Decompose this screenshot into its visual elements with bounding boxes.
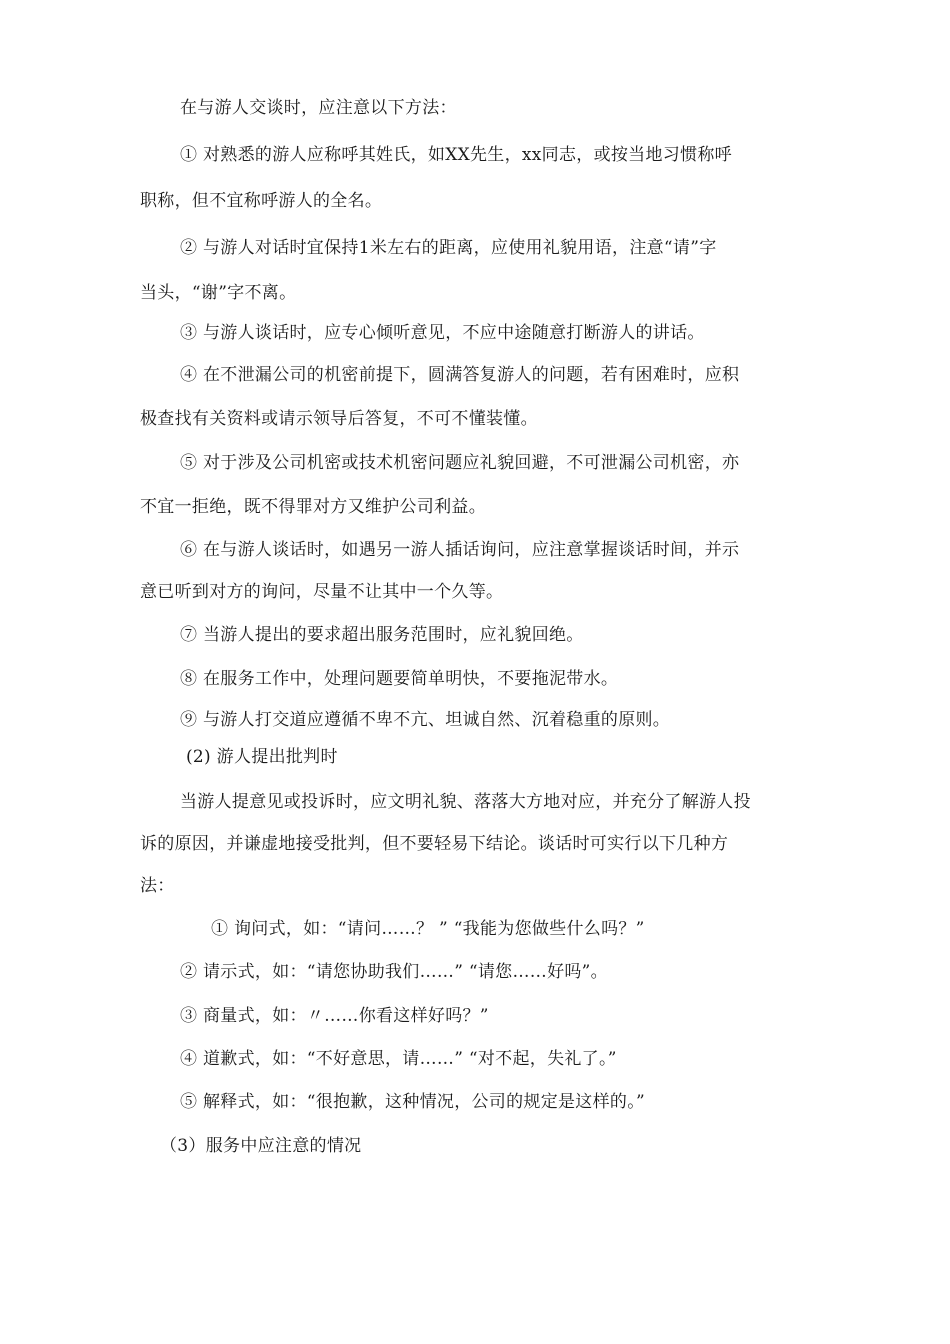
section-2-para-line1: 当游人提意见或投诉时，应文明礼貌、落落大方地对应，并充分了解游人投 [180,792,751,812]
section-2-para-line3: 法： [140,876,175,896]
method-5-line2: 不宜一拒绝，既不得罪对方又维护公司利益。 [140,497,486,517]
method-1-line2: 职称，但不宜称呼游人的全名。 [140,191,383,211]
method-4-line2: 极查找有关资料或请示领导后答复，不可不懂装懂。 [140,409,538,429]
method-2-line2: 当头，“谢”字不离。 [140,283,297,303]
phrase-inquiry: ① 询问式，如：“请问……？ ” “我能为您做些什么吗？” [211,919,645,939]
section-2-heading: (2) 游人提出批判时 [186,747,338,767]
section-2-para-line2: 诉的原因，并谦虚地接受批判，但不要轻易下结论。谈话时可实行以下几种方 [140,834,729,854]
method-9-line: ⑨ 与游人打交道应遵循不卑不亢、坦诚自然、沉着稳重的原则。 [180,710,671,730]
method-4-line1: ④ 在不泄漏公司的机密前提下，圆满答复游人的问题，若有困难时，应积 [180,365,740,385]
intro-line: 在与游人交谈时，应注意以下方法： [180,98,457,118]
phrase-apology: ④ 道歉式，如：“不好意思，请……” “对不起，失礼了。” [180,1049,617,1069]
phrase-request: ② 请示式，如：“请您协助我们……” “请您……好吗”。 [180,962,608,982]
method-3-line: ③ 与游人谈话时，应专心倾听意见，不应中途随意打断游人的讲话。 [180,323,705,343]
method-6-line1: ⑥ 在与游人谈话时，如遇另一游人插话询问，应注意掌握谈话时间，并示 [180,540,740,560]
method-5-line1: ⑤ 对于涉及公司机密或技术机密问题应礼貌回避，不可泄漏公司机密，亦 [180,453,740,473]
method-8-line: ⑧ 在服务工作中，处理问题要简单明快，不要拖泥带水。 [180,669,619,689]
method-1-line1: ① 对熟悉的游人应称呼其姓氏，如XX先生，xx同志，或按当地习惯称呼 [180,145,732,165]
phrase-explain: ⑤ 解释式，如：“很抱歉，这种情况，公司的规定是这样的。” [180,1092,645,1112]
method-2-line1: ② 与游人对话时宜保持1米左右的距离，应使用礼貌用语，注意“请”字 [180,238,717,258]
phrase-discuss: ③ 商量式，如：〃……你看这样好吗？” [180,1006,489,1026]
section-3-heading: （3）服务中应注意的情况 [160,1136,362,1156]
method-6-line2: 意已听到对方的询问，尽量不让其中一个久等。 [140,582,504,602]
method-7-line: ⑦ 当游人提出的要求超出服务范围时，应礼貌回绝。 [180,625,584,645]
